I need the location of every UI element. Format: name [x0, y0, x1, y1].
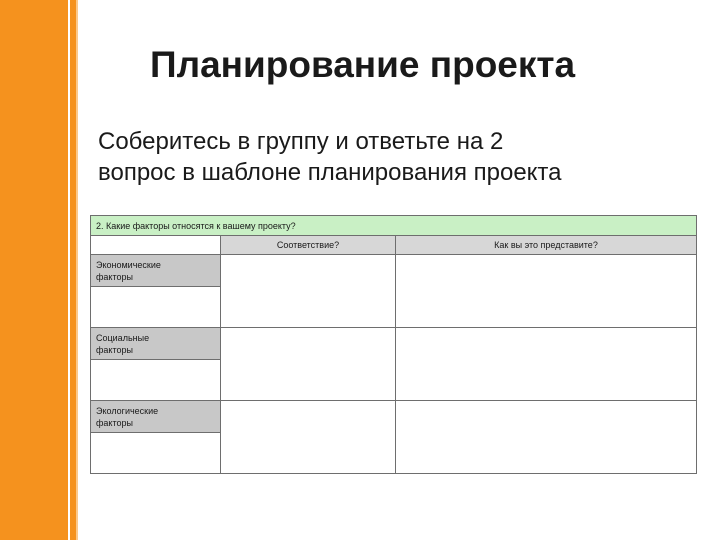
table-row [91, 328, 697, 360]
subtitle-line-1: Соберитесь в группу и ответьте на 2 [98, 128, 504, 155]
question-cell: 2. Какие факторы относятся к вашему проекту? [91, 216, 697, 236]
column-header-presentation: Как вы это представите? [396, 236, 697, 255]
presentation-cell-social[interactable] [396, 328, 697, 401]
factor-blank-cell-social [91, 360, 221, 401]
presentation-cell-economic[interactable] [396, 255, 697, 328]
relevance-cell-social[interactable] [221, 328, 396, 401]
factor-label-line: Экологические [96, 405, 159, 416]
factor-label-line: факторы [96, 417, 133, 428]
factor-blank-cell-ecological [91, 433, 221, 474]
table-row [91, 255, 697, 287]
factor-label-line: факторы [96, 271, 133, 282]
slide-subtitle [98, 126, 698, 188]
slide-title: Планирование проекта [150, 44, 576, 85]
column-header-relevance: Соответствие? [221, 236, 396, 255]
header-row [91, 236, 697, 255]
factor-label-ecological [91, 401, 221, 433]
relevance-cell-economic[interactable] [221, 255, 396, 328]
factor-label-economic [91, 255, 221, 287]
subtitle-line-2: вопрос в шаблоне планирования проекта [98, 159, 562, 186]
table-row [91, 401, 697, 433]
relevance-cell-ecological[interactable] [221, 401, 396, 474]
factor-label-line: факторы [96, 344, 133, 355]
question-row [91, 216, 697, 236]
orange-side-bar [0, 0, 68, 540]
factor-blank-cell-economic [91, 287, 221, 328]
light-orange-edge [76, 0, 78, 540]
factor-label-line: Экономические [96, 259, 161, 270]
header-blank-cell [91, 236, 221, 255]
planning-template-table [90, 215, 697, 474]
presentation-cell-ecological[interactable] [396, 401, 697, 474]
factor-label-line: Социальные [96, 332, 150, 343]
factor-label-social [91, 328, 221, 360]
